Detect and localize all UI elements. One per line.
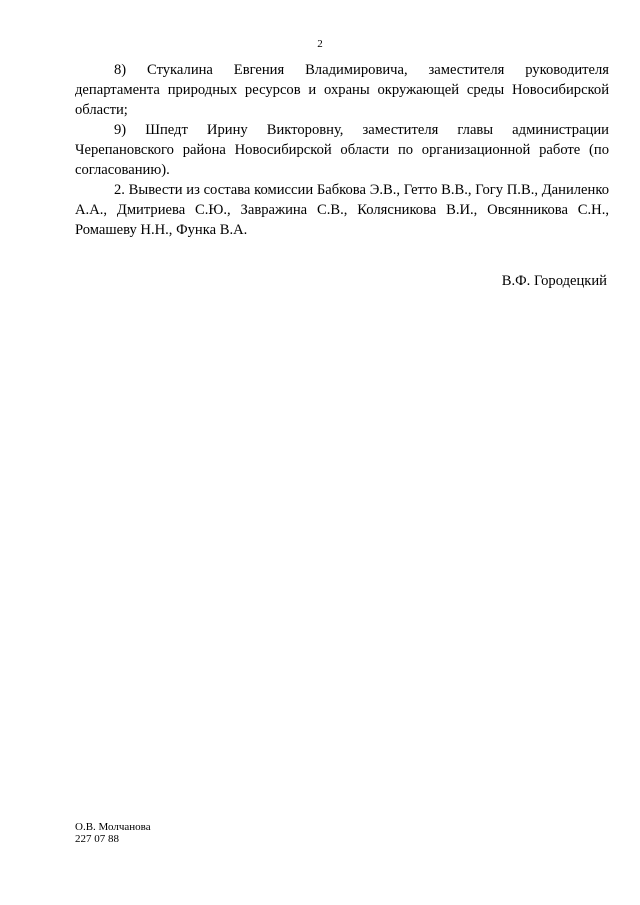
document-body <box>75 60 609 240</box>
executor-name: О.В. Молчанова <box>75 821 151 833</box>
paragraph-item-9: 9) Шпедт Ирину Викторовну, заместителя главы администрации Черепановского района Новосибирской области по организационной работе (по согласованию). <box>75 122 609 178</box>
executor-phone: 227 07 88 <box>75 833 119 845</box>
executor-block <box>75 821 151 845</box>
paragraph-item-8: 8) Стукалина Евгения Владимировича, заместителя руководителя департамента природных ресурсов и охраны окружающей среды Новосибирской области; <box>75 62 609 118</box>
page-number: 2 <box>317 38 323 50</box>
paragraph-section-2: 2. Вывести из состава комиссии Бабкова Э.В., Гетто В.В., Гогу П.В., Даниленко А.А., Дмитриева С.Ю., Завражина С.В., Колясникова В.И., Овсянникова С.Н., Ромашеву Н.Н., Функа В.А. <box>75 182 609 238</box>
signature-name: В.Ф. Городецкий <box>501 273 607 289</box>
